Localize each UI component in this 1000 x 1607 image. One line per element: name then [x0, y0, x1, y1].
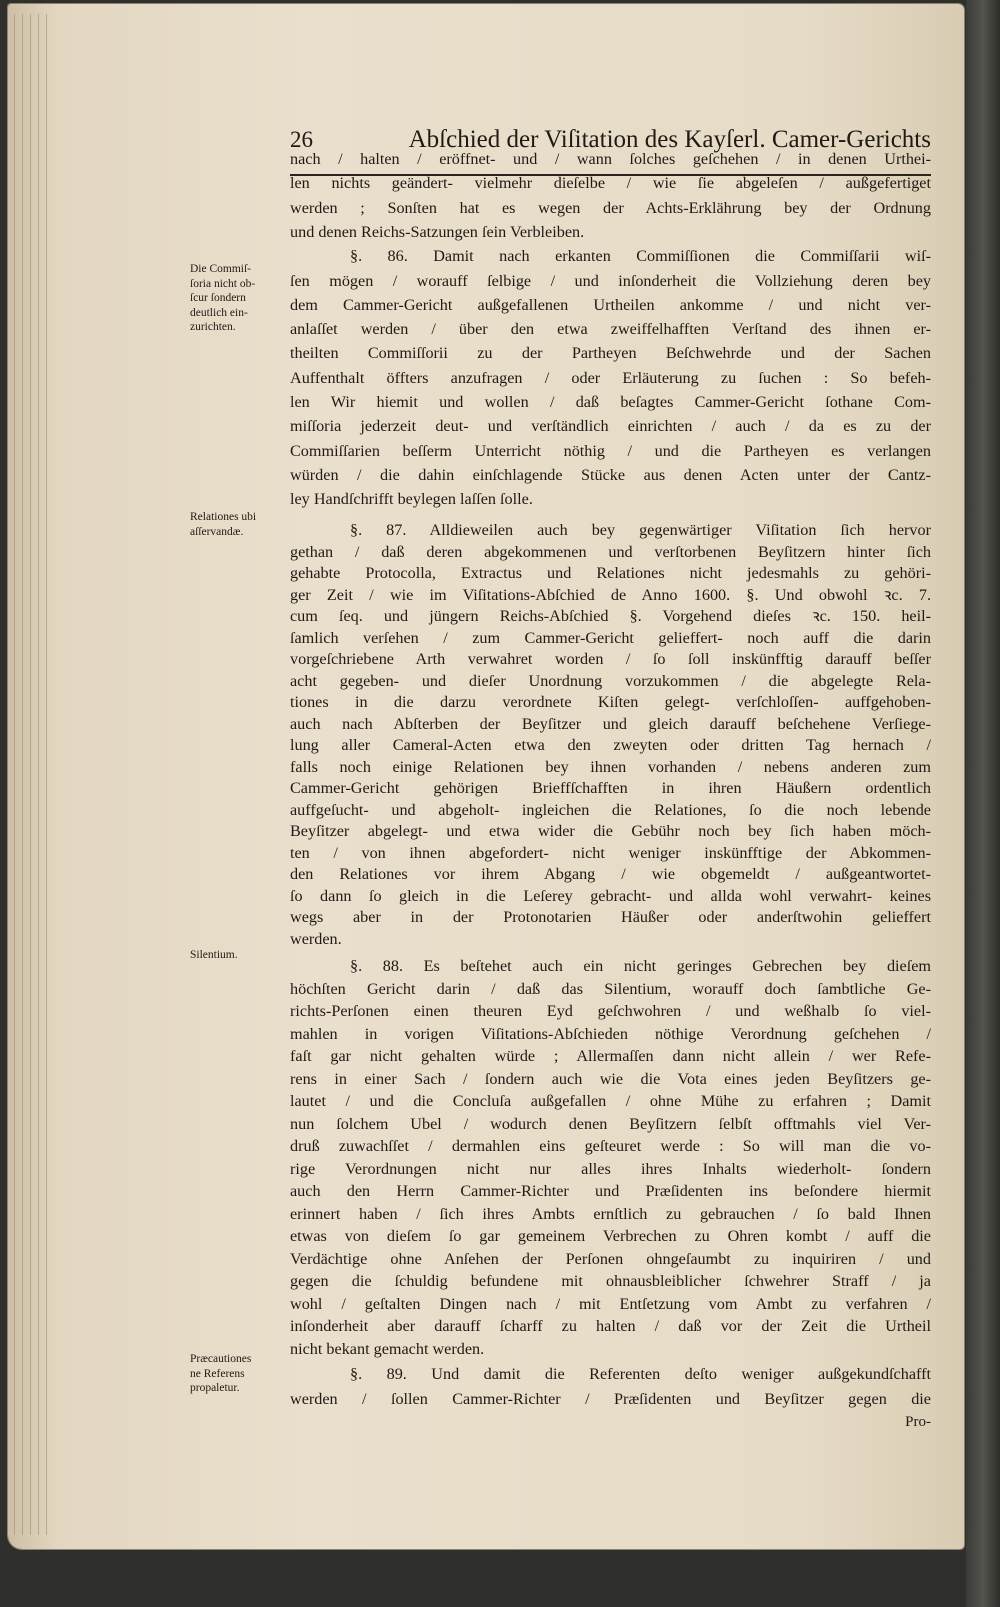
- text-line: nach / halten / eröffnet- und / wann ſolches geſchehen / in denen Urthei-: [290, 150, 931, 168]
- margin-note: [190, 510, 285, 539]
- text-line: inſonderheit aber darauff ſcharff zu halten / daß vor der Zeit die Urtheil: [290, 1317, 931, 1335]
- text-line: den Relationes vor ihrem Abgang / wie obgemeldt / außgeantwortet-: [290, 865, 931, 883]
- text-line: faſt gar nicht gehalten würde ; Allermaſſen dann nicht allein / wer Refe-: [290, 1047, 931, 1065]
- text-line: ger Zeit / wie im Viſitations-Abſchied de Anno 1600. §. Und obwohl ꝛc. 7.: [290, 585, 931, 604]
- margin-note-line: ſoria nicht ob-: [190, 277, 256, 290]
- text-line: miſſoria jederzeit deut- und verſtändlich einrichten / auch / da es zu der: [290, 417, 931, 436]
- text-line: etwas von dieſem ſo gar gemeinem Verbrechen zu Ohren kombt / auff die: [290, 1227, 931, 1245]
- page-stack-edge: [22, 14, 23, 1535]
- margin-note-line: zurichten.: [190, 321, 236, 333]
- margin-note-line: propaletur.: [190, 1382, 240, 1394]
- text-line: len Wir hiemit und wollen / daß beſagtes Cammer-Gericht ſothane Com-: [290, 393, 931, 411]
- text-line: cum ſeq. und jüngern Reichs-Abſchied §. Vorgehend dieſes ꝛc. 150. heil-: [290, 607, 931, 625]
- margin-note: [190, 1352, 285, 1396]
- text-line: richts-Perſonen einen theuren Eyd geſchwohren / und weßhalb ſo viel-: [290, 1002, 931, 1020]
- text-line: gehabte Protocolla, Extractus und Relationes nicht jedesmahls zu gehöri-: [290, 564, 931, 582]
- text-line: ley Handſchrifft beylegen laſſen ſolle.: [290, 490, 533, 509]
- text-line: tiones in die darzu verordnete Kiſten gelegt- verſchloſſen- auffgehoben-: [290, 693, 931, 711]
- text-line: und denen Reichs-Satzungen ſein Verbleiben.: [290, 222, 585, 241]
- page-stack-edge: [38, 14, 39, 1535]
- text-line: wegs aber in der Protonotarien Häußer oder anderſtwohin gelieffert: [290, 908, 931, 926]
- margin-note-line: deutlich ein-: [190, 306, 248, 319]
- text-line: höchſten Gericht darin / daß das Silentium, worauff doch ſambtliche Ge-: [290, 979, 931, 998]
- text-line: rens in einer Sach / ſondern auch wie die Vota eines jeden Beyſitzers ge-: [290, 1069, 931, 1088]
- margin-note: [190, 948, 285, 963]
- text-line: wohl / geſtalten Dingen nach / mit Entſetzung vom Ambt zu verfahren /: [290, 1294, 931, 1313]
- text-line: acht gegeben- und dieſer Unordnung vorzukommen / die abgelegte Rela-: [290, 671, 931, 690]
- book-edge: [966, 0, 1000, 1607]
- text-line: Commiſſarien beſſerm Unterricht nöthig / und die Partheyen es verlangen: [290, 441, 931, 460]
- margin-note-line: ſcur ſondern: [190, 292, 246, 304]
- paragraph-start-line: §. 87. Alldieweilen auch bey gegenwärtiger Viſitation ſich hervor: [350, 521, 931, 539]
- text-line: nun ſolchem Ubel / wodurch denen Beyſitzern ſelbſt offtmahls viel Ver-: [290, 1114, 931, 1133]
- text-line: rige Verordnungen nicht nur alles ihres Inhalts wiederholt- ſondern: [290, 1159, 931, 1178]
- margin-note-line: Die Commiſ-: [190, 263, 252, 275]
- page-stack-edge: [30, 14, 31, 1535]
- catchword: Pro-: [905, 1414, 931, 1430]
- text-line: len nichts geändert- vielmehr dieſelbe / wie ſie abgeleſen / außgefertiget: [290, 174, 931, 193]
- text-line: auch den Herrn Cammer-Richter und Præſidenten ins beſondere hiermit: [290, 1182, 931, 1200]
- text-line: würden / die dahin einſchlagende Stücke aus denen Acten unter der Cantz-: [290, 465, 931, 484]
- text-line: Cammer-Gericht gehörigen Brieffſchafften in ihren Häußern ordentlich: [290, 779, 931, 797]
- text-line: ſen mögen / worauff ſelbige / und inſonderheit die Vollziehung deren bey: [290, 271, 931, 290]
- text-line: gethan / daß deren abgekommenen und verſtorbenen Beyſitzern hinter ſich: [290, 542, 931, 561]
- text-line: anlaſſet werden / über den etwa zweiffelhafften Verſtand des ihnen er-: [290, 320, 931, 339]
- margin-note-line: aſſervandæ.: [190, 525, 244, 538]
- page-stack-edge: [46, 14, 47, 1535]
- text-line: theilten Commiſſorii zu der Partheyen Beſchwehrde und der Sachen: [290, 344, 931, 363]
- text-line: ſo dann ſo gleich in die Leſerey gebracht- und allda wohl verwahrt- keines: [290, 886, 931, 905]
- text-line: lautet / und die Concluſa außgefallen / ohne Mühe zu erfahren ; Damit: [290, 1092, 931, 1110]
- page-number: 26: [290, 127, 313, 152]
- text-line: dem Cammer-Gericht außgefallenen Urtheilen ankomme / und nicht ver-: [290, 295, 931, 314]
- text-line: auffgeſucht- und abgeholt- ingleichen die Relationes, ſo die noch lebende: [290, 800, 931, 819]
- running-title: Abſchied der Viſitation des Kayſerl. Camer-Gerichts: [408, 126, 931, 153]
- text-line: werden / ſollen Cammer-Richter / Præſidenten und Beyſitzer gegen die: [290, 1390, 931, 1408]
- text-line: werden.: [290, 929, 342, 948]
- text-line: falls noch einige Relationen bey ihnen vorhanden / nebens anderen zum: [290, 757, 931, 776]
- text-line: Auffenthalt öffters anzufragen / oder Erläuterung zu ſuchen : So befeh-: [290, 368, 931, 387]
- page-stack-edge: [14, 14, 15, 1535]
- text-line: mahlen in vorigen Viſitations-Abſchieden nöthige Verordnung geſchehen /: [290, 1024, 931, 1043]
- margin-note: [190, 262, 285, 335]
- paragraph-start-line: §. 88. Es beſtehet auch ein nicht geringes Gebrechen bey dieſem: [350, 957, 931, 975]
- text-line: gegen die ſchuldig befundene mit ohnausbleiblicher ſchwehrer Straff / ja: [290, 1272, 931, 1290]
- text-line: ten / von ihnen abgefordert- nicht weniger inskünfftige der Abkommen-: [290, 843, 931, 862]
- text-line: nicht bekant gemacht werden.: [290, 1339, 485, 1358]
- text-line: Verdächtige ohne Anſehen der Perſonen ohngeſaumbt zu inquiriren / und: [290, 1249, 931, 1268]
- paragraph-start-line: §. 89. Und damit die Referenten deſto weniger außgekundſchafft: [350, 1365, 931, 1383]
- text-line: ſamlich verſehen / zum Cammer-Gericht gelieffert- noch auff die darin: [290, 628, 931, 647]
- margin-note-line: ne Referens: [190, 1367, 245, 1380]
- text-line: Beyſitzer abgelegt- und etwa wider die Gebühr noch bey ſich haben möch-: [290, 822, 931, 840]
- margin-note-line: Præcautiones: [190, 1353, 252, 1365]
- text-line: auch nach Abſterben der Beyſitzer und gleich darauff beſchehene Verſiege-: [290, 714, 931, 733]
- text-line: lung aller Cameral-Acten etwa den zweyten oder dritten Tag hernach /: [290, 736, 931, 754]
- paragraph-start-line: §. 86. Damit nach erkanten Commiſſionen die Commiſſarii wiſ-: [350, 247, 931, 266]
- margin-note-line: Silentium.: [190, 949, 238, 961]
- text-line: vorgeſchriebene Arth verwahret worden / ſo ſoll inskünfftig darauff beſſer: [290, 650, 931, 668]
- text-line: werden ; Sonſten hat es wegen der Achts-Erklährung bey der Ordnung: [290, 198, 931, 217]
- text-line: druß zuwachſſet / dermahlen eins geſteuret werde : So will man die vo-: [290, 1137, 931, 1155]
- text-line: erinnert haben / ſich ihres Ambts ernſtlich zu gebrauchen / ſo bald Ihnen: [290, 1204, 931, 1223]
- margin-note-line: Relationes ubi: [190, 511, 257, 523]
